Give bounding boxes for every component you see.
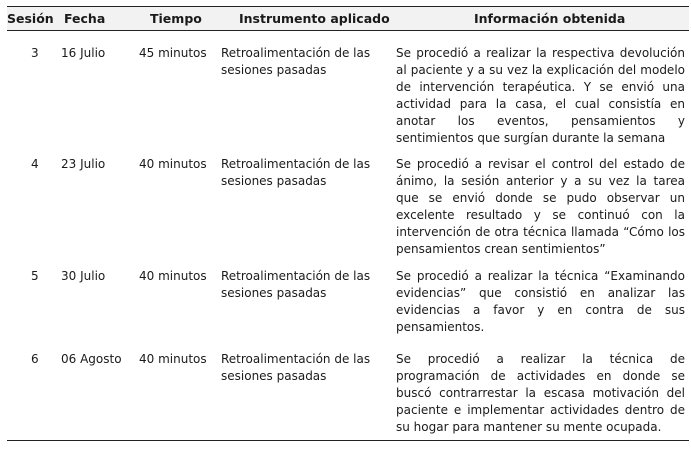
cell-instrument: Retroalimentación de las sesiones pasadas: [221, 46, 371, 77]
sessions-table: [7, 6, 689, 434]
cell-time: 40 minutos: [139, 269, 207, 283]
cell-session: 4: [31, 157, 39, 171]
cell-session: 6: [31, 352, 39, 366]
cell-instrument: Retroalimentación de las sesiones pasadas: [221, 157, 371, 188]
cell-time: 40 minutos: [139, 352, 207, 366]
cell-instrument: Retroalimentación de las sesiones pasadas: [221, 269, 371, 300]
cell-info: Se procedió a realizar la respectiva devolución al paciente y a su vez la explicación del modelo de intervención terapéutica. Y se envió una actividad para la casa, el cual consistía en anotar los eventos, pensamientos y sentimientos que surgían durante la semana: [396, 46, 685, 145]
cell-time: 40 minutos: [139, 157, 207, 171]
cell-time: 45 minutos: [139, 46, 207, 60]
cell-date: 06 Agosto: [61, 352, 122, 366]
header-info: Información obtenida: [474, 11, 626, 26]
header-session: Sesión: [7, 11, 54, 26]
cell-info: Se procedió a realizar la técnica de programación de actividades en donde se buscó contrarrestar la escasa motivación del paciente e implementar actividades dentro de su hogar para mantener su mente ocupada.: [396, 352, 685, 434]
cell-info: Se procedió a revisar el control del estado de ánimo, la sesión anterior y a su vez la tarea que se envió donde se pudo observar un excelente resultado y se continuó con la intervención de otra técnica llamada “Cómo los pensamientos crean sentimientos”: [396, 157, 685, 256]
cell-session: 3: [31, 46, 39, 60]
header-date: Fecha: [64, 11, 106, 26]
cell-instrument: Retroalimentación de las sesiones pasadas: [221, 352, 371, 383]
cell-date: 30 Julio: [61, 269, 106, 283]
header-instrument: Instrumento aplicado: [239, 11, 390, 26]
cell-date: 16 Julio: [61, 46, 106, 60]
cell-info: Se procedió a realizar la técnica “Examinando evidencias” que consistió en analizar las evidencias a favor y en contra de sus pensamientos.: [396, 269, 685, 334]
table-header: [7, 6, 689, 31]
cell-date: 23 Julio: [61, 157, 106, 171]
cell-session: 5: [31, 269, 39, 283]
table-bottom-rule: [7, 440, 689, 441]
header-time: Tiempo: [150, 11, 202, 26]
